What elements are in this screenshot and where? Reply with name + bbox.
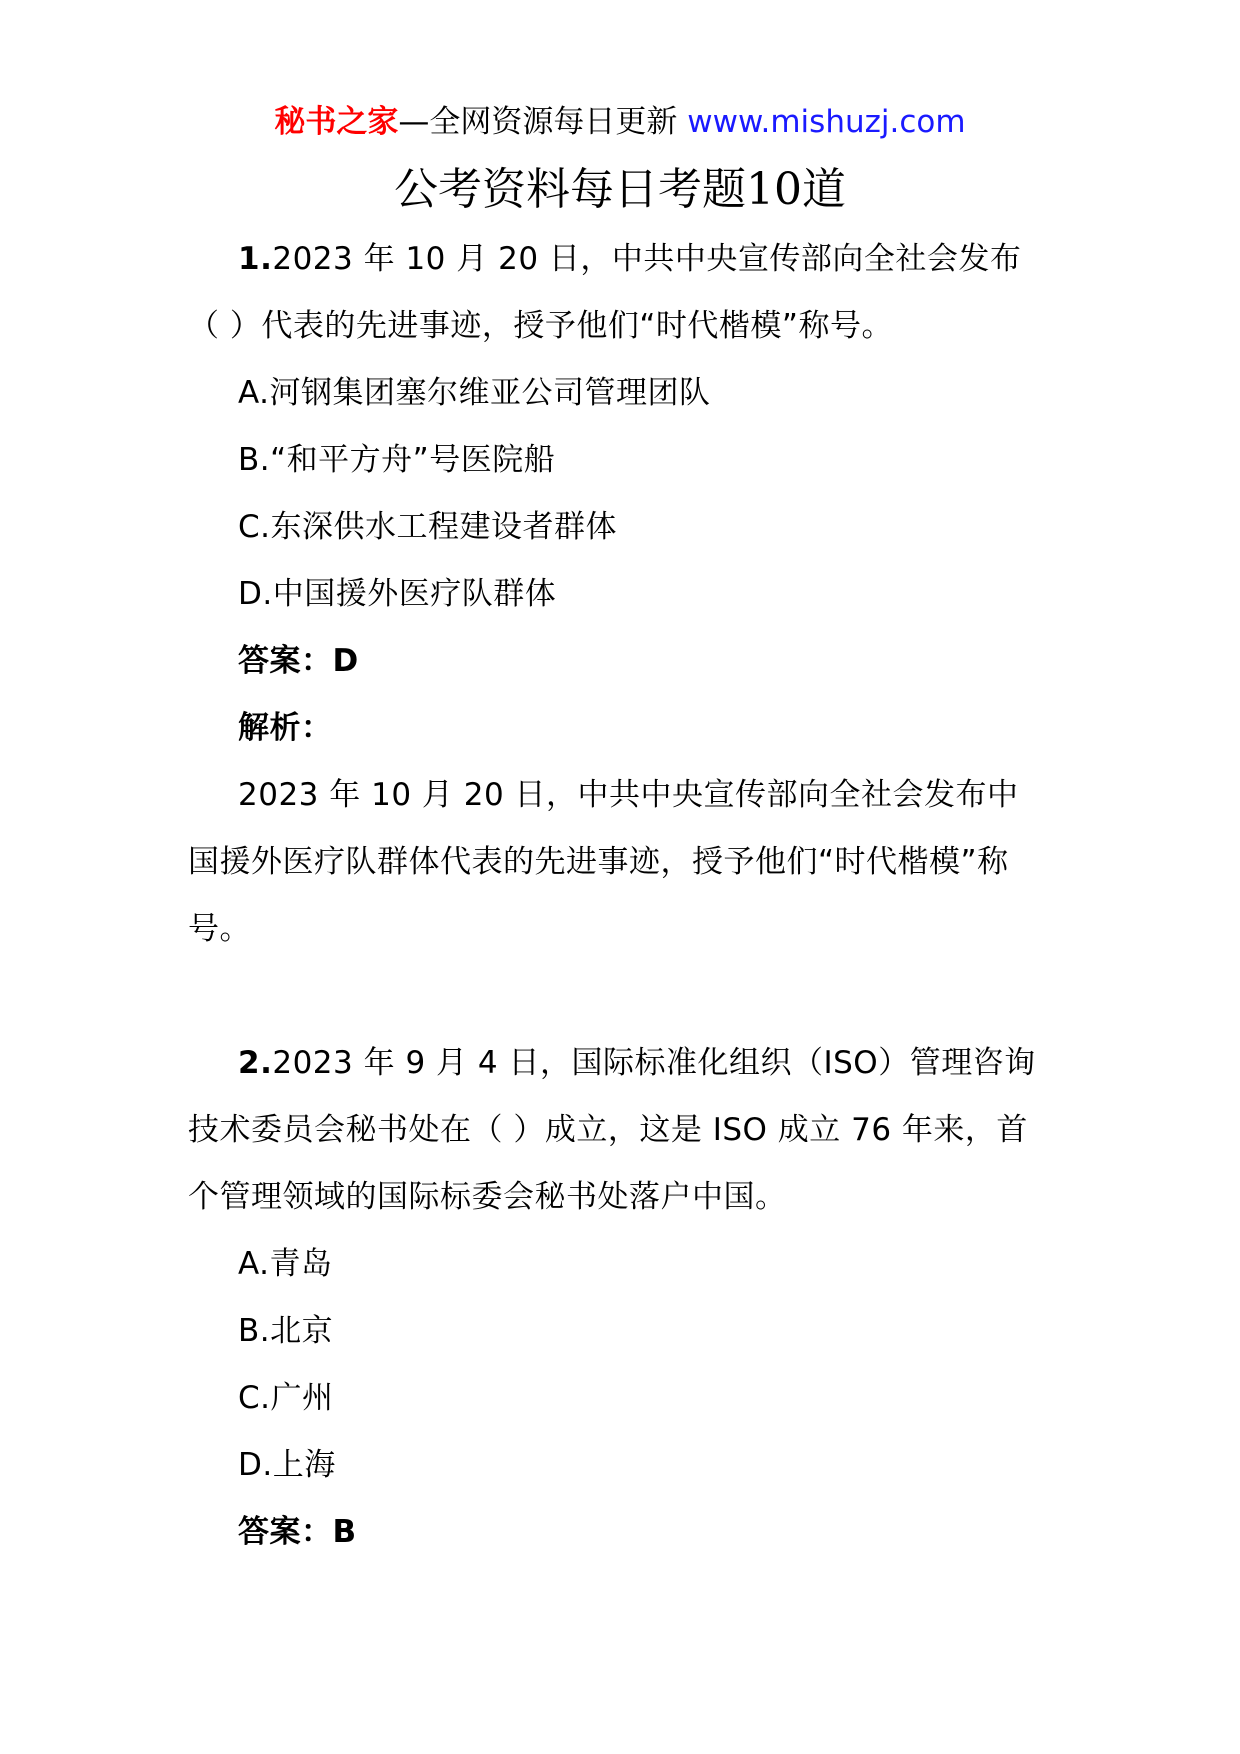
analysis-label: 解析： [238,710,333,746]
title-suffix: 道 [802,164,846,215]
option-c: C.东深供水工程建设者群体 [238,509,617,545]
option-d: D.上海 [238,1447,336,1483]
question-number: 2. [238,1045,273,1081]
analysis-text: 2023 年 10 月 20 日，中共中央宣传部向全社会发布中国援外医疗队群体代表的先进事迹，授予他们“时代楷模”称号。 [188,777,1019,947]
answer-label: 答案：B [238,1514,357,1550]
question-stem [188,1030,1050,1231]
option-a: A.青岛 [238,1246,333,1282]
answer-label: 答案：D [238,643,359,679]
question-number: 1. [238,241,273,277]
question-2 [188,1030,1050,1566]
question-stem [188,226,1050,360]
option-b: B.北京 [238,1313,334,1349]
question-list [188,226,1050,1566]
option-b: B.“和平方舟”号医院船 [238,442,556,478]
site-header [0,102,1240,142]
question-stem-text: 2023 年 10 月 20 日，中共中央宣传部向全社会发布（ ）代表的先进事迹，授予他们“时代楷模”称号。 [188,241,1022,344]
page-title [0,162,1240,218]
brand-name: 秘书之家 [274,104,399,140]
title-number: 10 [746,164,802,215]
spacer [188,963,1050,1030]
option-c: C.广州 [238,1380,334,1416]
site-url-link[interactable]: www.mishuzj.com [687,104,966,140]
question-stem-text: 2023 年 9 月 4 日，国际标准化组织（ISO）管理咨询技术委员会秘书处在（ ）成立，这是 ISO 成立 76 年来，首个管理领域的国际标委会秘书处落户中国。 [188,1045,1036,1215]
question-1 [188,226,1050,963]
option-a: A.河钢集团塞尔维亚公司管理团队 [238,375,711,411]
option-d: D.中国援外医疗队群体 [238,576,557,612]
title-text: 公考资料每日考题 [394,164,746,215]
header-tagline: —全网资源每日更新 [398,104,688,140]
